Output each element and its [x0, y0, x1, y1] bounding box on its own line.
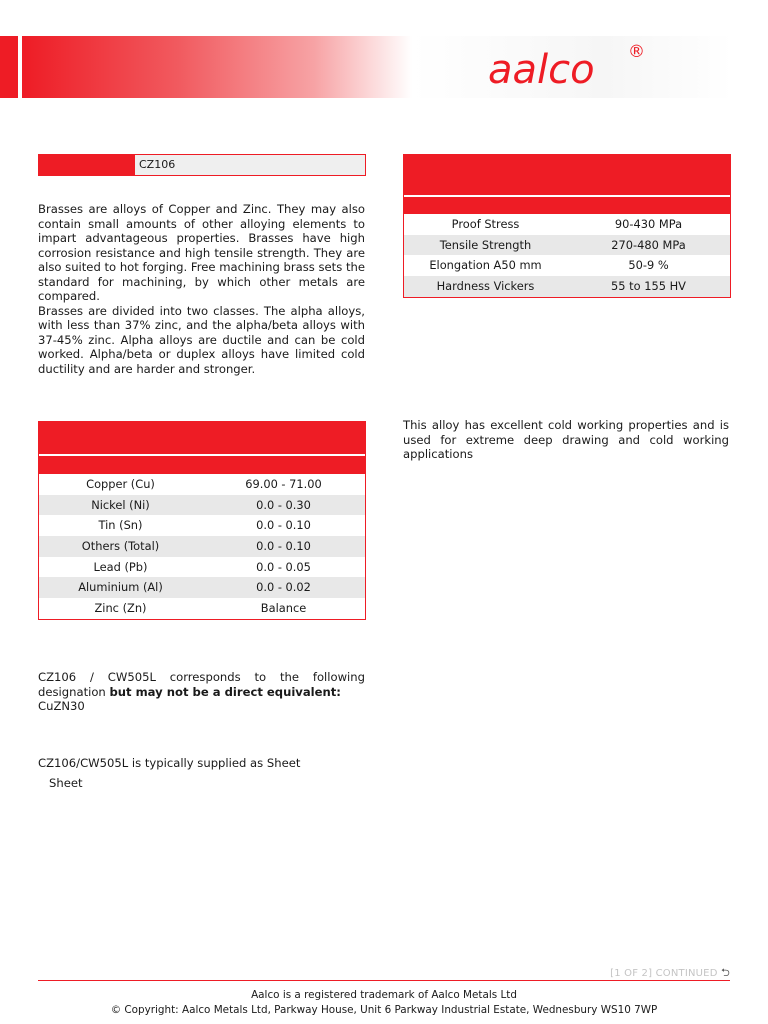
table-row	[39, 536, 365, 557]
property-value: 90-430 MPa	[614, 217, 683, 231]
table-row	[39, 515, 365, 536]
registered-mark: ®	[628, 42, 645, 62]
element-value: Balance	[260, 601, 307, 616]
equivalents-lead: CZ106 / CW505L corresponds to the following designation	[38, 670, 365, 699]
property-name: Tensile Strength	[439, 237, 532, 252]
element-name: Lead (Pb)	[93, 559, 148, 574]
chemical-composition-table	[38, 421, 366, 620]
table-header-bar	[39, 422, 365, 454]
element-value: 0.0 - 0.02	[256, 580, 311, 595]
intro-paragraph-1: Brasses are alloys of Copper and Zinc. They may also contain small amounts of other alloying elements to impart advantageous properties. Brasses have high corrosion resistance and high tensile strength. They are also suited to hot forging. Free machining brass sets the standard for machining, by which other metals are compared.	[38, 202, 365, 303]
table-row	[39, 557, 365, 578]
equivalents-note: but may not be a direct equivalent:	[109, 684, 341, 699]
table-row	[404, 214, 730, 235]
table-subheader-bar	[404, 197, 730, 214]
element-name: Aluminium (Al)	[78, 580, 163, 595]
supplied-as-text: CZ106/CW505L is typically supplied as Sheet	[38, 756, 301, 770]
copyright-notice: © Copyright: Aalco Metals Ltd, Parkway House, Unit 6 Parkway Industrial Estate, Wednesbury WS10 7WP	[110, 1004, 658, 1016]
mechanical-properties-table	[403, 154, 731, 298]
grade-value: CZ106	[135, 155, 365, 175]
grade-box	[38, 154, 366, 176]
element-name: Others (Total)	[81, 539, 160, 554]
footer-divider	[38, 980, 730, 981]
table-row	[39, 474, 365, 495]
table-row	[39, 598, 365, 619]
aalco-logo	[488, 44, 595, 96]
logo-text: aalco	[488, 47, 595, 93]
element-value: 0.0 - 0.10	[256, 518, 311, 533]
supplied-item: Sheet	[49, 776, 83, 790]
applications-text: This alloy has excellent cold working properties and is used for extreme deep drawing and cold working applications	[403, 418, 729, 461]
element-value: 0.0 - 0.05	[256, 559, 311, 574]
element-name: Copper (Cu)	[86, 477, 155, 491]
trademark-notice: Aalco is a registered trademark of Aalco Metals Ltd	[251, 989, 517, 1001]
table-header-bar	[404, 155, 730, 195]
element-value: 69.00 - 71.00	[245, 477, 322, 491]
page-indicator-text: [1 OF 2] CONTINUED	[610, 968, 718, 979]
property-name: Hardness Vickers	[436, 279, 535, 294]
intro-paragraph-2: Brasses are divided into two classes. The alpha alloys, with less than 37% zinc, and the alpha/beta alloys with 37-45% zinc. Alpha alloys are ductile and can be cold worked. Alpha/beta or duplex alloys have limited cold ductility and are harder and stronger.	[38, 303, 365, 376]
header-banner	[22, 36, 412, 98]
equivalents-text	[38, 670, 365, 714]
element-value: 0.0 - 0.10	[256, 539, 311, 554]
grade-label-block	[39, 155, 135, 175]
property-value: 55 to 155 HV	[611, 279, 686, 294]
equivalent-designation: CuZN30	[38, 699, 85, 713]
table-row	[404, 255, 730, 276]
element-value: 0.0 - 0.30	[256, 497, 311, 512]
property-name: Proof Stress	[451, 217, 520, 231]
table-row	[404, 276, 730, 297]
element-name: Zinc (Zn)	[94, 601, 147, 616]
continue-arrow-icon: ⮌	[720, 966, 730, 979]
table-row	[39, 577, 365, 598]
element-name: Tin (Sn)	[98, 518, 143, 533]
property-value: 270-480 MPa	[611, 237, 686, 252]
property-value: 50-9 %	[628, 258, 669, 273]
table-subheader-bar	[39, 456, 365, 474]
property-name: Elongation A50 mm	[429, 258, 542, 273]
intro-text	[38, 202, 365, 376]
table-row	[39, 495, 365, 516]
table-row	[404, 235, 730, 256]
header-red-bar	[0, 36, 18, 98]
element-name: Nickel (Ni)	[91, 497, 150, 512]
